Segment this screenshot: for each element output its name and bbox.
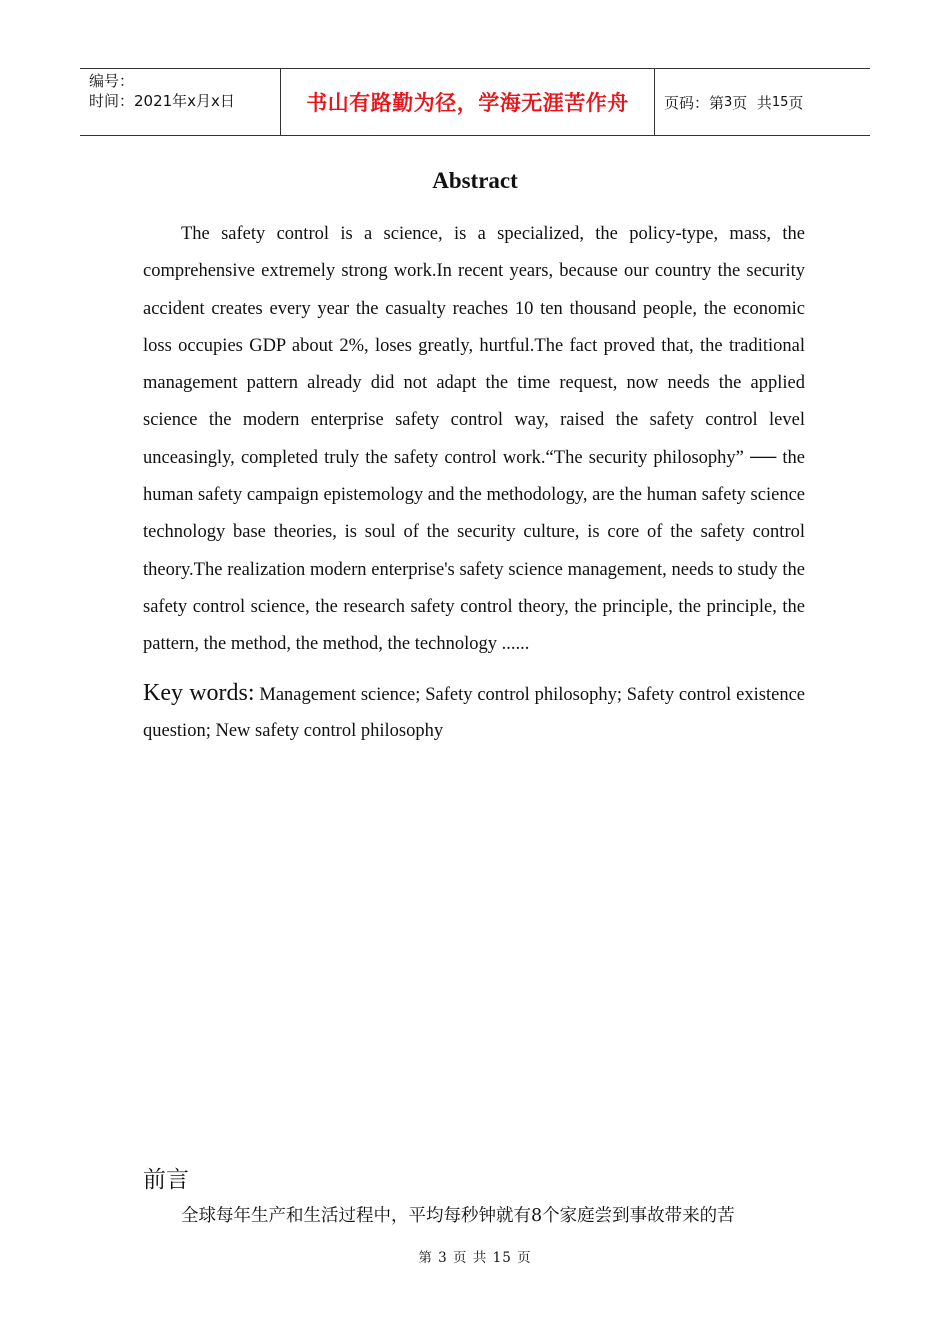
keywords-list: Management science; Safety control philosophy; Safety control existence question; New safety control philosophy: [143, 685, 805, 741]
keywords-paragraph: [143, 675, 805, 749]
keywords-label: Key words:: [143, 680, 255, 706]
page-middle: 页 共: [732, 93, 772, 112]
header-motto: 书山有路勤为径，学海无涯苦作舟: [281, 69, 655, 135]
abstract-paragraph: The safety control is a science, is a specialized, the policy-type, mass, the comprehensive extremely strong work.In recent years, because our country the security accident creates every year the casualty reaches 10 ten thousand people, the economic loss occupies GDP about 2%, loses greatly, hurtful.The fact proved that, the traditional management pattern already did not adapt the time request, now needs the applied science the modern enterprise safety control way, raised the safety control level unceasingly, completed truly the safety control work.“The security philosophy” ── the human safety campaign epistemology and the methodology, are the human safety science technology base theories, is soul of the security culture, is core of the safety control theory.The realization modern enterprise's safety science management, needs to study the safety control science, the research safety control theory, the principle, the principle, the pattern, the method, the method, the technology ......: [143, 224, 805, 655]
page-header: [80, 68, 870, 136]
preface-paragraph: 全球每年生产和生活过程中，平均每秒钟就有8个家庭尝到事故带来的苦: [181, 1206, 735, 1226]
page-total: 15: [771, 94, 789, 110]
preface-heading: 前言: [143, 1167, 189, 1193]
header-meta: [80, 69, 281, 135]
page-suffix: 页: [788, 93, 804, 112]
document-date-label: 时间：2021年x月x日: [89, 92, 235, 110]
page-prefix: 页码：第: [664, 93, 725, 112]
page-footer: 第 3 页 共 15 页: [418, 1250, 532, 1266]
page-current: 3: [724, 94, 733, 110]
document-number-label: 编号：: [89, 72, 135, 90]
abstract-title: Abstract: [432, 168, 518, 193]
header-page-number: [655, 69, 870, 135]
